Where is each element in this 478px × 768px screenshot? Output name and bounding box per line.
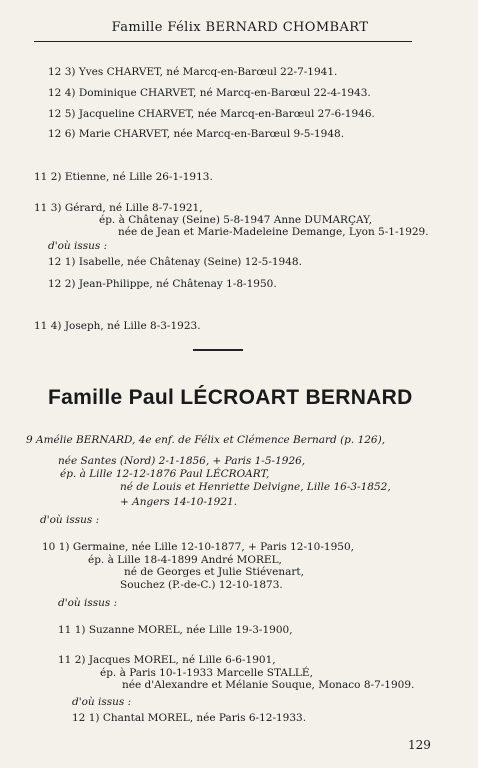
entry-line: 12 6) Marie CHARVET, née Marcq-en-Barœul 9-5-1948. [48,128,345,140]
issue-label: d'où issus : [48,240,108,252]
entry-line: 11 2) Etienne, né Lille 26-1-1913. [34,171,213,183]
entry-line: né de Louis et Henriette Delvigne, Lille 16-3-1852, [120,481,391,493]
section-separator [193,349,243,351]
header-rule [34,41,412,42]
entry-line: 12 1) Chantal MOREL, née Paris 6-12-1933. [72,712,307,724]
entry-line: né de Georges et Julie Stiévenart, [124,566,304,578]
entry-line: ép. à Lille 12-12-1876 Paul LÉCROART, [60,468,270,480]
entry-line: 12 3) Yves CHARVET, né Marcq-en-Barœul 22-7-1941. [48,66,338,78]
entry-line: ép. à Paris 10-1-1933 Marcelle STALLÉ, [100,667,313,679]
entry-line: 10 1) Germaine, née Lille 12-10-1877, + Paris 12-10-1950, [42,541,354,553]
entry-line: + Angers 14-10-1921. [120,496,238,508]
entry-line: 12 5) Jacqueline CHARVET, née Marcq-en-Barœul 27-6-1946. [48,108,375,120]
entry-line: 9 Amélie BERNARD, 4e enf. de Félix et Clémence Bernard (p. 126), [26,434,386,446]
entry-line: 11 2) Jacques MOREL, né Lille 6-6-1901, [58,654,276,666]
entry-line: née d'Alexandre et Mélanie Souque, Monaco 8-7-1909. [122,679,415,691]
entry-line: 11 4) Joseph, né Lille 8-3-1923. [34,320,201,332]
entry-line: ép. à Châtenay (Seine) 5-8-1947 Anne DUMARÇAY, [99,214,373,226]
entry-line: née Santes (Nord) 2-1-1856, + Paris 1-5-1926, [58,455,306,467]
entry-line: 12 2) Jean-Philippe, né Châtenay 1-8-1950. [48,278,277,290]
entry-line: 12 1) Isabelle, née Châtenay (Seine) 12-5-1948. [48,256,302,268]
page-number: 129 [408,738,431,752]
entry-line: 12 4) Dominique CHARVET, né Marcq-en-Barœul 22-4-1943. [48,87,371,99]
entry-line: 11 1) Suzanne MOREL, née Lille 19-3-1900, [58,624,293,636]
issue-label: d'où issus : [72,696,132,708]
entry-line: ép. à Lille 18-4-1899 André MOREL, [88,554,282,566]
entry-line: 11 3) Gérard, né Lille 8-7-1921, [34,202,203,214]
entry-line: Souchez (P.-de-C.) 12-10-1873. [120,579,283,591]
issue-label: d'où issus : [40,514,100,526]
entry-line: née de Jean et Marie-Madeleine Demange, Lyon 5-1-1929. [118,226,429,238]
issue-label: d'où issus : [58,597,118,609]
running-header: Famille Félix BERNARD CHOMBART [111,20,369,35]
section-title: Famille Paul LÉCROART BERNARD [48,386,413,409]
